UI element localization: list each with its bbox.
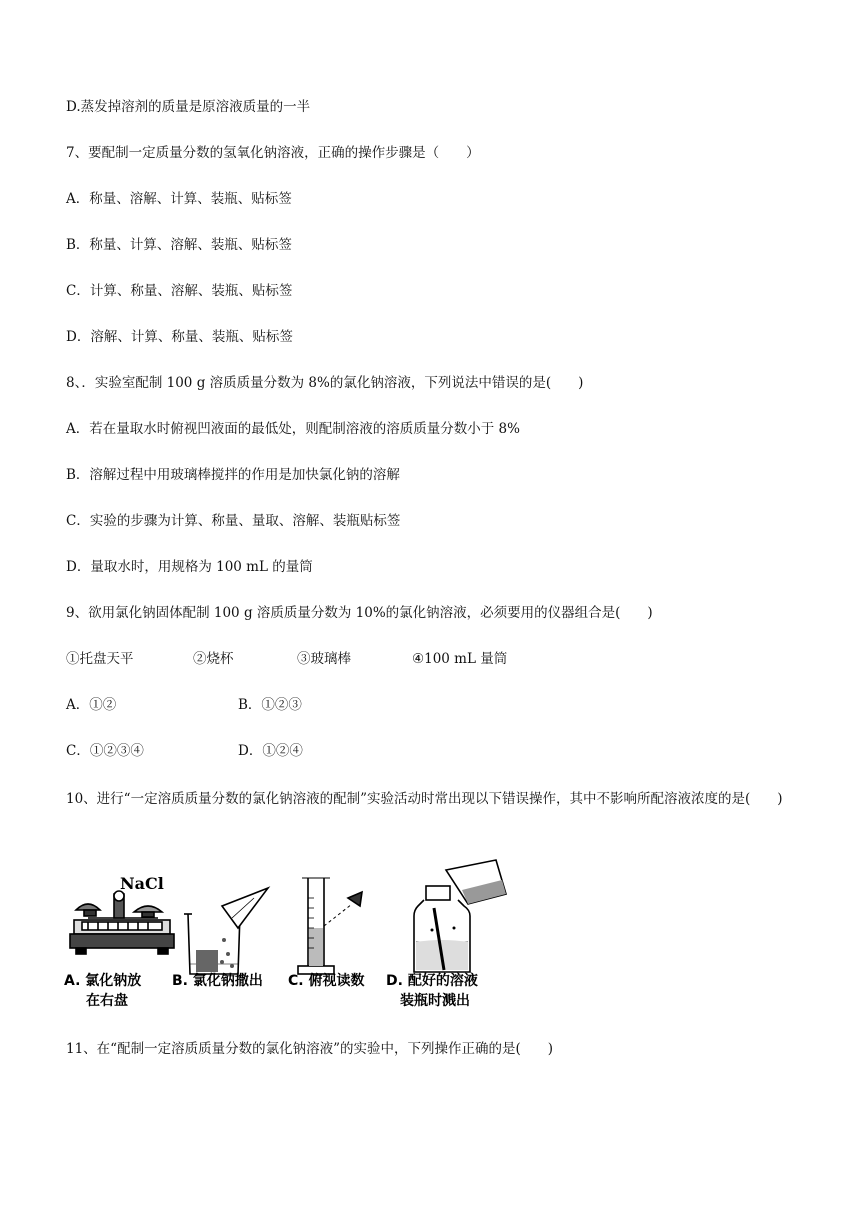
measuring-cylinder-icon — [298, 878, 362, 974]
question-7: 7、要配制一定质量分数的氢氧化钠溶液，正确的操作步骤是（ ） — [66, 145, 480, 161]
option-7c: C．计算、称量、溶解、装瓶、贴标签 — [66, 283, 293, 299]
option-8d: D．量取水时，用规格为 100 mL 的量筒 — [66, 559, 313, 575]
caption-c: C. 俯视读数 — [288, 973, 365, 989]
option-9d: D．①②④ — [238, 743, 303, 759]
lab-operations-figure — [62, 858, 512, 1018]
option-9a: A．①② — [66, 697, 117, 713]
option-7a: A．称量、溶解、计算、装瓶、贴标签 — [66, 191, 292, 207]
caption-b: B. 氯化钠撒出 — [172, 973, 263, 989]
nacl-label: NaCl — [120, 874, 164, 893]
reagent-bottle-icon — [414, 860, 506, 972]
instrument-1: ①托盘天平 — [66, 651, 134, 667]
option-8c: C．实验的步骤为计算、称量、量取、溶解、装瓶贴标签 — [66, 513, 401, 529]
instrument-2: ②烧杯 — [193, 651, 234, 667]
caption-d-line1: D. 配好的溶液 — [386, 973, 478, 989]
question-8: 8、．实验室配制 100 g 溶质质量分数为 8%的氯化钠溶液，下列说法中错误的是( ) — [66, 375, 584, 391]
beaker-icon — [184, 888, 268, 974]
option-8b: B．溶解过程中用玻璃棒搅拌的作用是加快氯化钠的溶解 — [66, 467, 400, 483]
option-7d: D．溶解、计算、称量、装瓶、贴标签 — [66, 329, 293, 345]
instrument-3: ③玻璃棒 — [297, 651, 351, 667]
instrument-4: ④100 mL 量筒 — [412, 651, 508, 667]
caption-d-line2: 装瓶时溅出 — [400, 993, 470, 1009]
balance-icon — [70, 891, 174, 954]
caption-a-line1: A. 氯化钠放 — [64, 973, 142, 989]
option-d-q6: D.蒸发掉溶剂的质量是原溶液质量的一半 — [66, 99, 311, 115]
option-9b: B．①②③ — [238, 697, 302, 713]
option-7b: B．称量、计算、溶解、装瓶、贴标签 — [66, 237, 292, 253]
question-9: 9、欲用氯化钠固体配制 100 g 溶质质量分数为 10%的氯化钠溶液，必须要用的仪器组合是( ) — [66, 605, 653, 621]
question-11: 11、在“配制一定溶质质量分数的氯化钠溶液”的实验中，下列操作正确的是( ) — [66, 1041, 554, 1057]
caption-a-line2: 在右盘 — [86, 993, 128, 1009]
option-9c: C．①②③④ — [66, 743, 144, 759]
question-10: 10、进行“一定溶质质量分数的氯化钠溶液的配制”实验活动时常出现以下错误操作，其中不影响所配溶液浓度的是( ) — [66, 791, 783, 807]
option-8a: A．若在量取水时俯视凹液面的最低处，则配制溶液的溶质质量分数小于 8% — [66, 421, 520, 437]
